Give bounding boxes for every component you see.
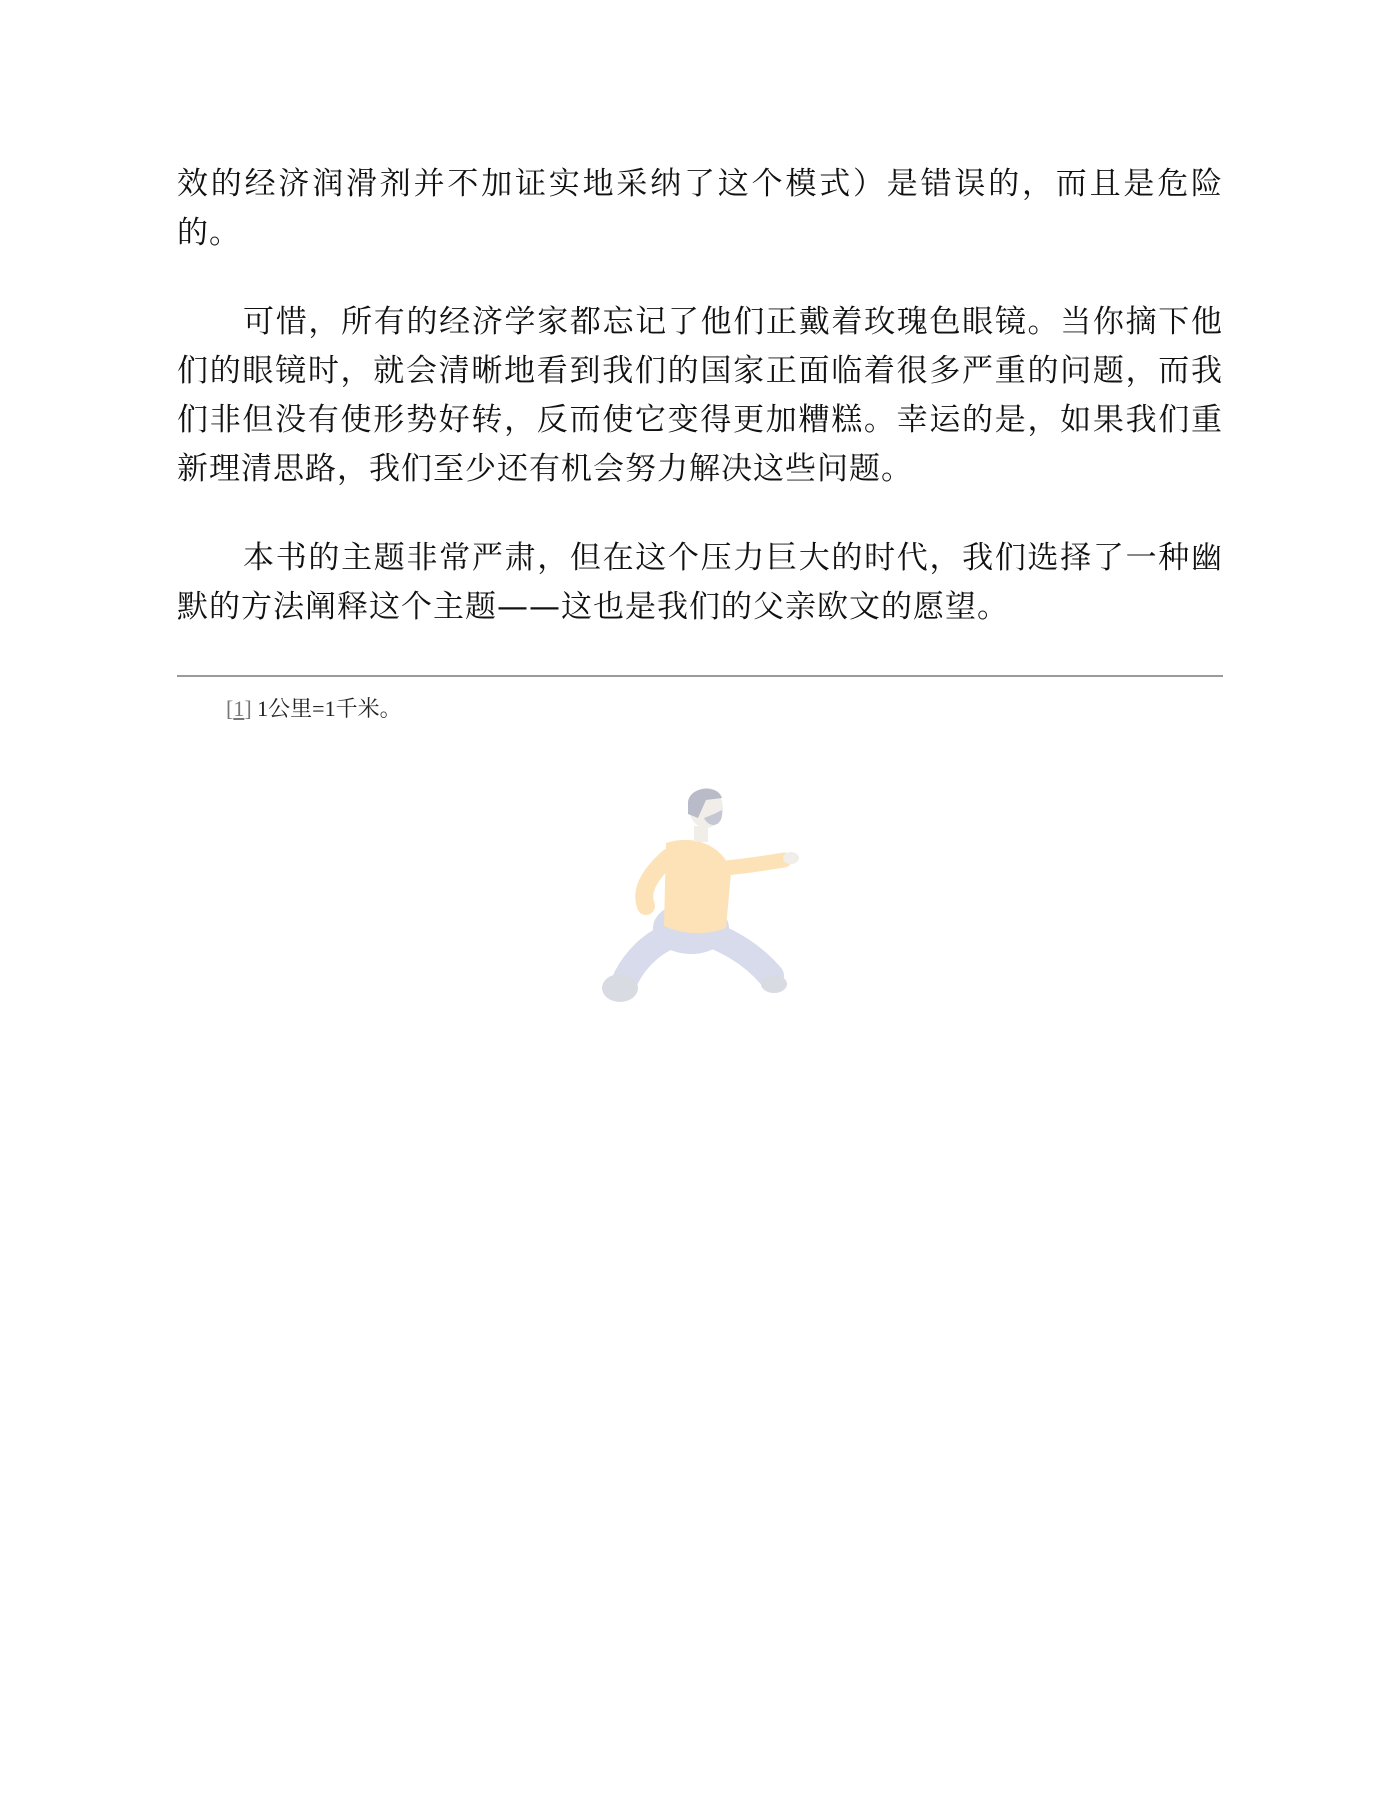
paragraph-book-theme: 本书的主题非常严肃，但在这个压力巨大的时代，我们选择了一种幽默的方法阐释这个主题——这也是我们的父亲欧文的愿望。: [177, 540, 1223, 625]
body-text: [177, 160, 1223, 672]
running-man-illustration: [586, 788, 816, 1018]
footnote-divider: [177, 675, 1223, 677]
footnote-ref[interactable]: [1]: [226, 696, 252, 721]
paragraph-rose-glasses: 可惜，所有的经济学家都忘记了他们正戴着玫瑰色眼镜。当你摘下他们的眼镜时，就会清晰地看到我们的国家正面临着很多严重的问题，而我们非但没有使形势好转，反而使它变得更加糟糕。幸运的是，如果我们重新理清思路，我们至少还有机会努力解决这些问题。: [177, 304, 1223, 487]
footnote-ref-link[interactable]: 1: [233, 696, 245, 721]
paragraph-continued: 效的经济润滑剂并不加证实地采纳了这个模式）是错误的，而且是危险的。: [177, 166, 1223, 251]
footnote: [226, 694, 402, 724]
footnote-text: 1公里=1千米。: [251, 696, 402, 721]
